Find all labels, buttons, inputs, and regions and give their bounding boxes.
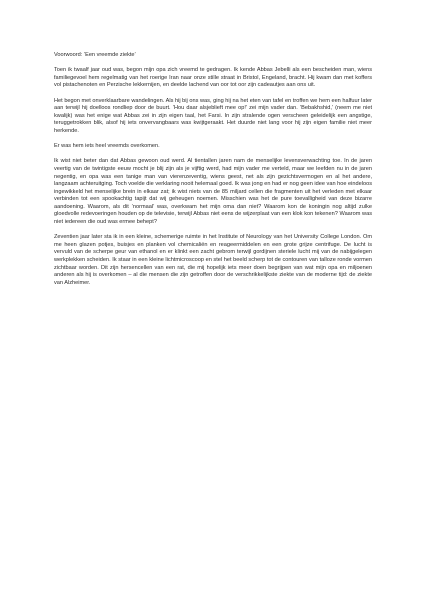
paragraph: Ik wist niet beter dan dat Abbas gewoon oud werd. Al tientallen jaren nam de menselijke levensverwachting toe. In de jaren veertig van de twintigste eeuw mocht je blij zijn als je vijftig werd, had mijn vader me verteld, maar we leefden nu in de jaren negentig, en opa was een tanige man van vierenzeventig, wiens geest, net als zijn gezichtsvermogen en al het andere, langzaam achteruitging. Toch voelde die verklaring nooit helemaal goed. Ik was jong en had er nog geen idee van hoe eindeloos ingewikkeld het menselijke brein in elkaar zat; ik wist niets van de 85 miljard cellen die fragmenten uit het verleden met elkaar verbinden tot een spookachtig tapijt dat wij geheugen noemen. Misschien was het de pure toevalligheid van deze bizarre aandoening. Waarom, als dit ‘normaal’ was, overkwam het mijn oma dan niet? Waarom kon de koningin nog altijd zulke gloedvolle redevoeringen houden op de televisie, terwijl Abbas niet eens de wijzerplaat van een klok kon tekenen? Waarom was niet iedereen die oud was ermee behept? [54, 158, 372, 226]
paragraph: Zeventien jaar later sta ik in een kleine, schemerige ruimte in het Institute of Neurology van het University College London. Om me heen glazen potjes, buisjes en planken vol chemicaliën en reageermiddelen en een grote grijze centrifuge. De lucht is vervuld van de scherpe geur van ethanol en er klinkt een zacht gebrom terwijl gordijnen steriele lucht mij van de nabijgelegen werkplekken scheiden. Ik staar in een kleine lichtmicroscoop en stel het beeld scherp tot de contouren van talloze ronde vormen zichtbaar worden. Dit zijn hersencellen van een rat, die mij hopelijk iets meer doen begrijpen van wat mijn opa en miljoenen anderen als hij is overkomen – al die mensen die zijn getroffen door de verschrikkelijkste ziekte van de moderne tijd: de ziekte van Alzheimer. [54, 234, 372, 286]
paragraph: Er was hem iets heel vreemds overkomen. [54, 143, 160, 150]
paragraph: Toen ik twaalf jaar oud was, begon mijn opa zich vreemd te gedragen. Ik kende Abbas Jebelli als een bescheiden man, wiens familiegevoel hem regelmatig van het roerige Iran naar onze stille straat in Bristol, Engeland, bracht. Hij kwam dan met koffers vol pistachenoten en Perzische lekkernijen, en deelde lachend van oor tot oor zijn cadeautjes aan ons uit. [54, 67, 372, 89]
document-heading: Voorwoord: ‘Een vreemde ziekte’ [54, 52, 136, 58]
document-body [54, 52, 372, 295]
paragraph: Het begon met onverklaarbare wandelingen. Als hij bij ons was, ging hij na het eten van tafel en troffen we hem een halfuur later aan terwijl hij doelloos rondliep door de buurt. ‘Hou daar alsjeblieft mee op!’ zei mijn vader dan. ‘Bebakhshid,’ (neem me niet kwalijk) was het enige wat Abbas zei in zijn eigen taal, het Farsi. In zijn stralende ogen verscheen geleidelijk een angstige, teruggetrokken blik, alsof hij iets onvervangbaars was kwijtgeraakt. Het duurde niet lang voor hij zijn eigen familie niet meer herkende. [54, 97, 372, 134]
